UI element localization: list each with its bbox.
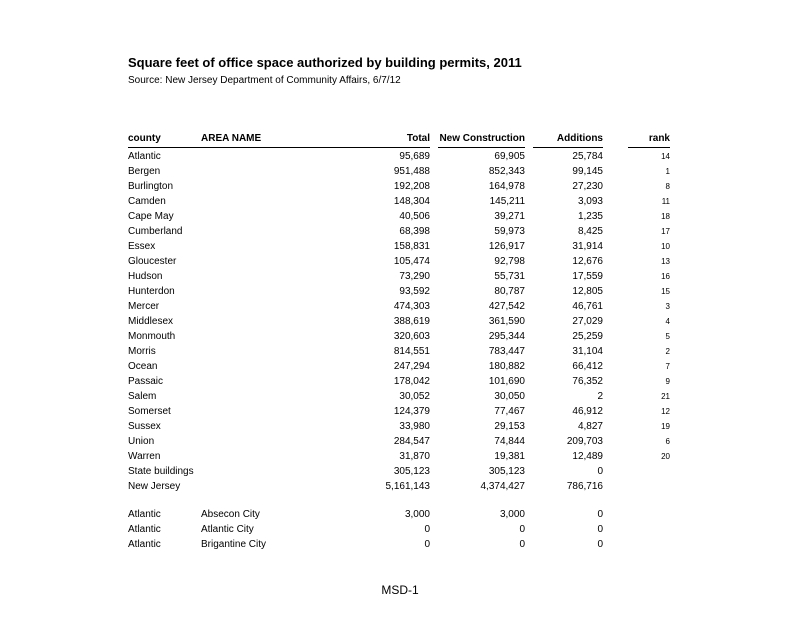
table-row [0,269,800,284]
table-row [0,389,800,404]
cell-new-construction: 0 [519,524,525,535]
header-additions: Additions [556,133,603,144]
cell-total: 814,551 [393,346,430,357]
cell-additions: 46,912 [572,406,603,417]
cell-rank: 1 [665,167,670,176]
cell-new-construction: 180,882 [488,361,525,372]
cell-county: Morris [128,346,156,357]
header-underline-rank [628,147,670,148]
cell-additions: 209,703 [566,436,603,447]
cell-total: 388,619 [393,316,430,327]
table-row [0,284,800,299]
cell-area-name: Atlantic City [201,524,254,535]
cell-new-construction: 4,374,427 [480,481,525,492]
header-rank: rank [648,133,670,144]
cell-new-construction: 164,978 [488,181,525,192]
cell-total: 105,474 [393,256,430,267]
cell-rank: 12 [661,407,670,416]
cell-new-construction: 30,050 [494,391,525,402]
cell-total: 68,398 [399,226,430,237]
table-row [0,537,800,552]
cell-total: 0 [424,524,430,535]
cell-additions: 25,259 [572,331,603,342]
cell-new-construction: 77,467 [494,406,525,417]
cell-new-construction: 3,000 [499,509,525,520]
table-row [0,164,800,179]
cell-additions: 31,104 [572,346,603,357]
cell-new-construction: 39,271 [494,211,525,222]
cell-new-construction: 427,542 [488,301,525,312]
cell-new-construction: 19,381 [494,451,525,462]
cell-county: Atlantic [128,151,161,162]
cell-new-construction: 295,344 [488,331,525,342]
table-row [0,464,800,479]
cell-county: Passaic [128,376,164,387]
cell-rank: 11 [661,197,670,206]
cell-new-construction: 59,973 [494,226,525,237]
page-title: Square feet of office space authorized by building permits, 2011 [128,55,522,70]
cell-county: State buildings [128,466,194,477]
header-new-construction: New Construction [439,133,525,144]
table-row [0,507,800,522]
cell-additions: 46,761 [572,301,603,312]
cell-additions: 17,559 [572,271,603,282]
cell-additions: 1,235 [577,211,603,222]
cell-additions: 0 [597,539,603,550]
cell-county: Burlington [128,181,174,192]
cell-total: 5,161,143 [385,481,430,492]
cell-total: 247,294 [393,361,430,372]
cell-total: 40,506 [399,211,430,222]
cell-county: New Jersey [128,481,181,492]
cell-additions: 12,805 [572,286,603,297]
table-row [0,404,800,419]
cell-rank: 4 [665,317,670,326]
cell-rank: 18 [661,212,670,221]
table-row [0,329,800,344]
header-county: county [128,133,161,144]
header-area-name: AREA NAME [201,133,262,144]
cell-additions: 12,676 [572,256,603,267]
table-row [0,419,800,434]
table-row [0,194,800,209]
header-underline-main [128,147,430,148]
cell-rank: 15 [661,287,670,296]
cell-county: Somerset [128,406,171,417]
cell-county: Warren [128,451,161,462]
cell-total: 320,603 [393,331,430,342]
cell-new-construction: 29,153 [494,421,525,432]
table-row [0,359,800,374]
cell-new-construction: 74,844 [494,436,525,447]
cell-additions: 8,425 [577,226,603,237]
cell-total: 178,042 [393,376,430,387]
cell-rank: 16 [661,272,670,281]
cell-new-construction: 92,798 [494,256,525,267]
cell-total: 284,547 [393,436,430,447]
cell-new-construction: 852,343 [488,166,525,177]
cell-rank: 14 [661,152,670,161]
cell-new-construction: 69,905 [494,151,525,162]
table-row [0,254,800,269]
cell-additions: 99,145 [572,166,603,177]
cell-total: 158,831 [393,241,430,252]
cell-rank: 2 [665,347,670,356]
header-total: Total [406,133,430,144]
cell-additions: 25,784 [572,151,603,162]
cell-new-construction: 55,731 [494,271,525,282]
cell-rank: 10 [661,242,670,251]
cell-additions: 66,412 [572,361,603,372]
cell-total: 148,304 [393,196,430,207]
header-underline-additions [533,147,603,148]
cell-rank: 21 [661,392,670,401]
table-row [0,479,800,494]
cell-county: Salem [128,391,157,402]
cell-county: Mercer [128,301,160,312]
cell-additions: 3,093 [577,196,603,207]
cell-additions: 27,029 [572,316,603,327]
cell-county: Cumberland [128,226,183,237]
table-row [0,434,800,449]
table-row [0,522,800,537]
table-row [0,239,800,254]
cell-total: 93,592 [399,286,430,297]
cell-total: 30,052 [399,391,430,402]
cell-rank: 17 [661,227,670,236]
cell-total: 474,303 [393,301,430,312]
table-row [0,209,800,224]
cell-rank: 9 [665,377,670,386]
cell-new-construction: 783,447 [488,346,525,357]
cell-new-construction: 126,917 [488,241,525,252]
cell-county: Sussex [128,421,161,432]
table-row [0,149,800,164]
cell-additions: 27,230 [572,181,603,192]
cell-total: 3,000 [404,509,430,520]
cell-new-construction: 361,590 [488,316,525,327]
cell-county: Bergen [128,166,161,177]
cell-total: 305,123 [393,466,430,477]
cell-county: Hunterdon [128,286,175,297]
cell-total: 95,689 [399,151,430,162]
cell-additions: 0 [597,524,603,535]
table-row [0,374,800,389]
header-underline-new [438,147,525,148]
cell-total: 124,379 [393,406,430,417]
cell-additions: 4,827 [577,421,603,432]
cell-county: Atlantic [128,509,161,520]
cell-new-construction: 101,690 [488,376,525,387]
table-row [0,344,800,359]
cell-additions: 2 [597,391,603,402]
cell-county: Camden [128,196,166,207]
cell-rank: 19 [661,422,670,431]
cell-county: Atlantic [128,524,161,535]
cell-total: 33,980 [399,421,430,432]
table-row [0,179,800,194]
cell-rank: 20 [661,452,670,461]
cell-rank: 3 [665,302,670,311]
table-row [0,299,800,314]
cell-rank: 7 [665,362,670,371]
cell-area-name: Absecon City [201,509,260,520]
cell-area-name: Brigantine City [201,539,267,550]
table-row [0,224,800,239]
source-note: Source: New Jersey Department of Community Affairs, 6/7/12 [128,75,401,86]
cell-total: 73,290 [399,271,430,282]
cell-total: 0 [424,539,430,550]
table-row [0,449,800,464]
cell-total: 951,488 [393,166,430,177]
cell-additions: 31,914 [572,241,603,252]
cell-additions: 786,716 [566,481,603,492]
cell-new-construction: 145,211 [489,196,525,207]
cell-new-construction: 80,787 [494,286,525,297]
cell-additions: 12,489 [572,451,603,462]
cell-county: Cape May [128,211,174,222]
cell-total: 192,208 [393,181,430,192]
cell-county: Monmouth [128,331,176,342]
cell-additions: 0 [597,466,603,477]
cell-rank: 8 [665,182,670,191]
cell-additions: 76,352 [572,376,603,387]
cell-rank: 5 [665,332,670,341]
cell-new-construction: 305,123 [488,466,525,477]
cell-rank: 6 [665,437,670,446]
cell-rank: 13 [661,257,670,266]
cell-county: Gloucester [128,256,177,267]
page-footer: MSD-1 [381,583,419,597]
table-row [0,314,800,329]
cell-county: Atlantic [128,539,161,550]
cell-new-construction: 0 [519,539,525,550]
cell-total: 31,870 [399,451,430,462]
cell-county: Essex [128,241,156,252]
cell-county: Middlesex [128,316,174,327]
cell-county: Hudson [128,271,163,282]
cell-county: Union [128,436,155,447]
cell-county: Ocean [128,361,158,372]
cell-additions: 0 [597,509,603,520]
